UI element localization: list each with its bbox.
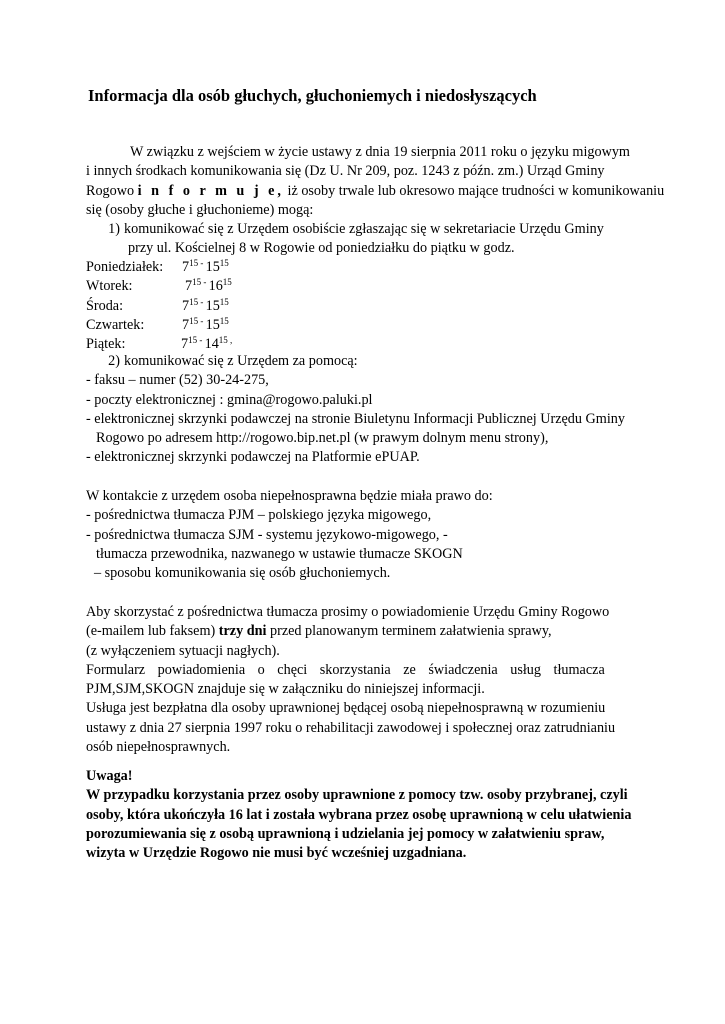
minute: 15	[192, 277, 202, 288]
warning-line: W przypadku korzystania przez osoby uprawnione z pomocy tzw. osoby przybranej, czyli	[86, 787, 628, 804]
usage-text: (e-mailem lub faksem)	[86, 623, 219, 640]
minute: 15	[219, 296, 229, 307]
list-item-text: komunikować się z Urzędem za pomocą:	[124, 353, 358, 369]
list-item-2	[86, 352, 642, 468]
warning-line: osoby, która ukończyła 16 lat i została wybrana przez osobę uprawnioną w celu ułatwienia	[86, 806, 632, 823]
contact-channel: - elektronicznej skrzynki podawczej na Platformie ePUAP.	[86, 449, 420, 466]
usage-line: Formularz powiadomienia o chęci skorzystania ze świadczenia usług tłumacza	[86, 661, 605, 678]
hours-row	[86, 316, 642, 335]
hour: 7	[185, 278, 193, 295]
intro-text: iż osoby trwale lub okresowo mające trudności w komunikowaniu	[283, 182, 665, 199]
warning-line: porozumiewania się z osobą uprawnioną i udzielania jej pomocy w załatwieniu spraw,	[86, 825, 605, 842]
contact-channel: Rogowo po adresem http://rogowo.bip.net.pl (w prawym dolnym menu strony),	[96, 430, 549, 447]
rights-line: - pośrednictwa tłumacza SJM - systemu językowo-migowego, -	[86, 526, 448, 543]
warning-section	[86, 767, 642, 863]
usage-line: Usługa jest bezpłatna dla osoby uprawnionej będącej osobą niepełnosprawną w rozumieniu	[86, 700, 606, 717]
hour: 7	[182, 297, 190, 314]
hour: 7	[181, 336, 189, 353]
usage-line: Aby skorzystać z pośrednictwa tłumacza prosimy o powiadomienie Urzędu Gminy Rogowo	[86, 604, 610, 620]
intro-line: się (osoby głuche i głuchonieme) mogą:	[86, 201, 314, 218]
hour: 7	[182, 316, 190, 333]
hour: 15	[205, 297, 220, 314]
rights-line: – sposobu komunikowania się osób głuchoniemych.	[94, 565, 391, 582]
separator: -	[197, 335, 205, 346]
hours-row	[86, 258, 642, 277]
informuje-emphasis: i n f o r m u j e,	[137, 182, 284, 199]
usage-line: ustawy z dnia 27 sierpnia 1997 roku o rehabilitacji zawodowej i społecznej oraz zatrudnianiu	[86, 719, 616, 736]
usage-line: (z wyłączeniem sytuacji nagłych).	[86, 642, 280, 659]
intro-line	[86, 182, 665, 201]
hour: 16	[208, 278, 223, 295]
hour: 14	[204, 336, 219, 353]
separator: -	[198, 258, 206, 268]
three-days-emphasis: trzy dni	[218, 623, 267, 640]
list-item-1	[86, 220, 642, 259]
intro-line: i innych środkach komunikowania się (Dz U. Nr 209, poz. 1243 z późn. zm.) Urząd Gminy	[86, 163, 605, 180]
minute: 15	[219, 315, 229, 326]
hour: 15	[205, 316, 220, 333]
minute: 15	[189, 296, 199, 307]
intro-paragraph	[86, 143, 665, 220]
warning-line: wizyta w Urzędzie Rogowo nie musi być wcześniej uzgadniana.	[86, 845, 467, 862]
rights-line: W kontakcie z urzędem osoba niepełnosprawna będzie miała prawo do:	[86, 488, 493, 504]
weekday: Czwartek:	[86, 316, 145, 333]
list-number: 2)	[108, 353, 120, 369]
usage-line	[86, 622, 642, 641]
office-hours	[86, 258, 642, 354]
minute: 15	[219, 258, 229, 268]
minute: 15	[189, 258, 199, 268]
usage-text: przed planowanym terminem załatwienia sprawy,	[266, 623, 552, 640]
rights-line: - pośrednictwa tłumacza PJM – polskiego języka migowego,	[86, 507, 432, 524]
intro-line: W związku z wejściem w życie ustawy z dnia 19 sierpnia 2011 roku o języku migowym	[130, 144, 630, 160]
weekday: Poniedziałek:	[86, 259, 164, 275]
minute: 15	[188, 335, 198, 346]
list-item-text: komunikować się z Urzędem osobiście zgłaszając się w sekretariacie Urzędu Gminy	[124, 221, 604, 237]
tail: ,	[227, 335, 233, 346]
contact-rights	[86, 487, 642, 583]
document-title: Informacja dla osób głuchych, głuchoniemych i niedosłyszących	[88, 86, 537, 105]
minute: 15	[218, 335, 228, 346]
weekday: Wtorek:	[86, 278, 133, 295]
hour: 15	[205, 259, 220, 275]
minute: 15	[222, 277, 232, 288]
separator: -	[201, 277, 209, 288]
minute: 15	[189, 315, 199, 326]
hours-row	[86, 277, 642, 296]
intro-text: Rogowo	[86, 182, 138, 199]
rights-line: tłumacza przewodnika, nazwanego w ustawie tłumacze SKOGN	[96, 545, 463, 562]
hour: 7	[182, 259, 190, 275]
list-item-text: przy ul. Kościelnej 8 w Rogowie od poniedziałku do piątku w godz.	[128, 240, 515, 257]
contact-channel: - faksu – numer (52) 30-24-275,	[86, 372, 269, 389]
weekday: Środa:	[86, 297, 124, 314]
warning-heading: Uwaga!	[86, 768, 133, 784]
hours-row	[86, 297, 642, 316]
contact-channel: - poczty elektronicznej : gmina@rogowo.paluki.pl	[86, 391, 373, 408]
separator: -	[198, 296, 206, 307]
contact-channel: - elektronicznej skrzynki podawczej na stronie Biuletynu Informacji Publicznej Urzędu Gminy	[86, 410, 625, 427]
separator: -	[198, 315, 206, 326]
usage-line: osób niepełnosprawnych.	[86, 739, 231, 756]
list-number: 1)	[108, 221, 120, 237]
usage-line: PJM,SJM,SKOGN znajduje się w załączniku do niniejszej informacji.	[86, 681, 485, 698]
usage-paragraph	[86, 603, 642, 757]
weekday: Piątek:	[86, 336, 126, 353]
